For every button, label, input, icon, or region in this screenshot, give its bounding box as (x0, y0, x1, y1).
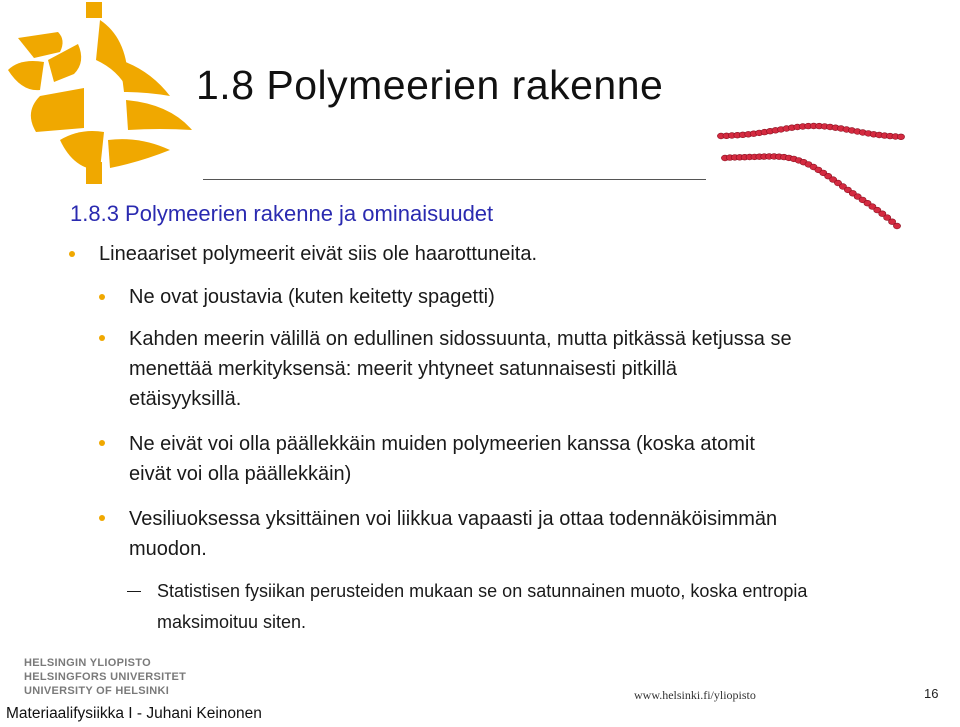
bullet-line: eivät voi olla päällekkäin) (129, 463, 352, 485)
sub-bullet-line: Statistisen fysiikan perusteiden mukaan se on satunnainen muoto, koska entropia (157, 581, 808, 601)
bullet-item (129, 504, 939, 564)
title-divider (203, 179, 706, 180)
footer-url[interactable]: www.helsinki.fi/yliopisto (634, 688, 756, 702)
bullet-line: Lineaariset polymeerit eivät siis ole haarottuneita. (99, 243, 538, 265)
university-name: HELSINGFORS UNIVERSITET (24, 671, 187, 683)
bullet-item (99, 240, 929, 268)
university-flame-logo-icon (0, 0, 200, 190)
footer-author: Materiaalifysiikka I - Juhani Keinonen (6, 705, 262, 722)
university-name: HELSINGIN YLIOPISTO (24, 657, 151, 669)
section-subheading: 1.8.3 Polymeerien rakenne ja ominaisuudet (70, 201, 494, 226)
polymer-bead (893, 223, 900, 229)
slide-title: 1.8 Polymeerien rakenne (196, 62, 664, 108)
bullet-marker (99, 515, 105, 521)
bullet-marker (69, 251, 75, 257)
bullet-marker (99, 440, 105, 446)
bullet-item (129, 429, 939, 489)
bullet-marker (99, 335, 105, 341)
page-number: 16 (924, 686, 939, 701)
polymer-bead-chain-icon (715, 118, 905, 243)
sub-bullet-dash (127, 591, 141, 592)
bullet-item (129, 324, 939, 414)
bullet-line: Ne ovat joustavia (kuten keitetty spagetti) (129, 286, 495, 308)
sub-bullet-item (157, 576, 947, 638)
bullet-line: menettää merkityksensä: meerit yhtyneet satunnaisesti pitkillä (129, 358, 678, 380)
bullet-line: Ne eivät voi olla päällekkäin muiden polymeerien kanssa (koska atomit (129, 433, 755, 455)
bullet-line: Kahden meerin välillä on edullinen sidossuunta, mutta pitkässä ketjussa se (129, 328, 792, 350)
bullet-line: muodon. (129, 538, 207, 560)
bullet-line: Vesiliuoksessa yksittäinen voi liikkua vapaasti ja ottaa todennäköisimmän (129, 508, 778, 530)
university-name: UNIVERSITY OF HELSINKI (24, 685, 170, 697)
bullet-line: etäisyyksillä. (129, 388, 242, 410)
bullet-item (129, 283, 929, 311)
polymer-bead (897, 134, 904, 140)
bullet-marker (99, 294, 105, 300)
sub-bullet-line: maksimoituu siten. (157, 612, 307, 632)
